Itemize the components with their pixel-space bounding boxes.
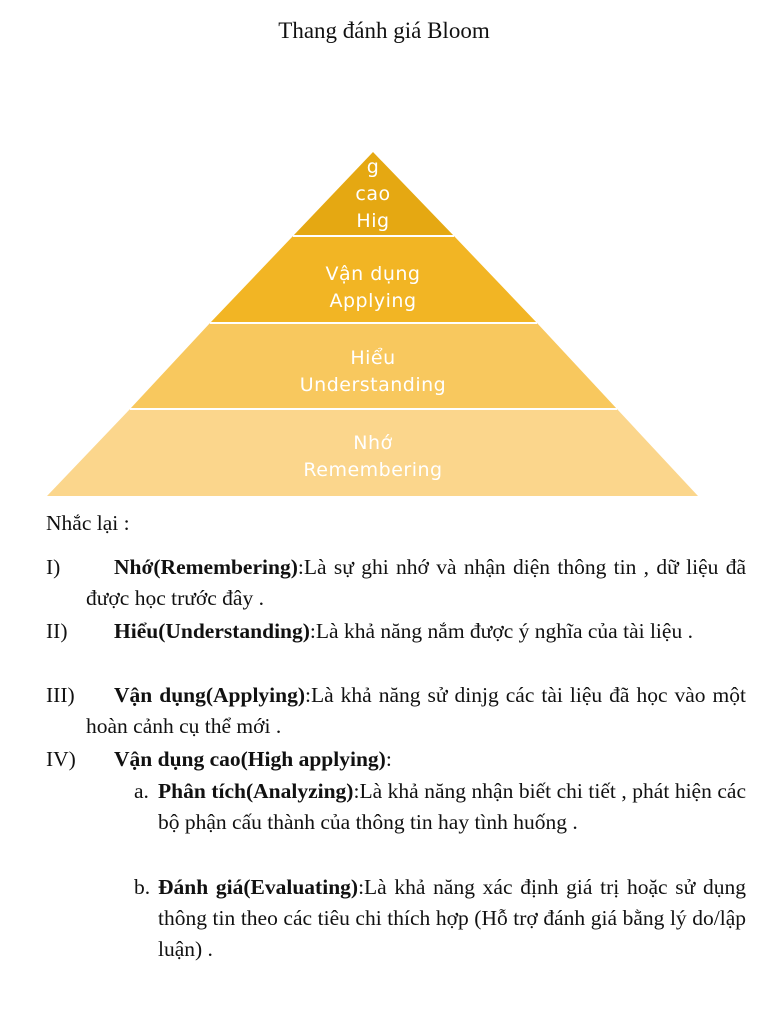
document-title: Thang đánh giá Bloom: [278, 18, 490, 43]
sub-item-text: :Là khả năng xác định giá trị hoặc sử dụng thông tin theo các tiêu chi thích hợp (Hỗ trợ đánh giá bằng lý do/lập luận) .: [158, 875, 746, 961]
item-text: :Là khả năng sử dinjg các tài liệu đã học vào một hoàn cảnh cụ thể mới .: [86, 683, 746, 738]
item-term: Vận dụng(Applying): [114, 683, 306, 707]
item-number: II): [46, 619, 68, 643]
pyramid-level-understanding-label-1: Hiểu: [350, 347, 396, 369]
sub-item-term: Phân tích(Analyzing): [158, 779, 354, 803]
sub-item-letter: b.: [134, 875, 151, 899]
sub-item-term: Đánh giá(Evaluating): [158, 875, 359, 899]
pyramid-level-applying-label-2: Applying: [329, 290, 417, 312]
sub-item-letter: a.: [134, 779, 149, 803]
item-number: III): [46, 683, 75, 707]
list-item: [46, 680, 746, 742]
item-text: :Là sự ghi nhớ và nhận diện thông tin , dữ liệu đã được học trước đây .: [86, 555, 746, 610]
list-item: [46, 552, 746, 614]
item-text: :: [385, 747, 392, 771]
pyramid-level-remembering-label-1: Nhớ: [353, 432, 393, 454]
sub-list-item: [134, 776, 746, 838]
pyramid-level-understanding-label-2: Understanding: [299, 374, 447, 396]
item-term: Nhớ(Remembering): [114, 555, 298, 579]
list-item: [46, 744, 746, 775]
pyramid-level-high-label-1: g: [366, 156, 380, 178]
pyramid-level-applying-label-1: Vận dụng: [325, 263, 421, 285]
pyramid-level-remembering-label-2: Remembering: [303, 459, 443, 481]
item-number: I): [46, 555, 61, 579]
item-number: IV): [46, 747, 76, 771]
recap-label: Nhắc lại :: [46, 511, 130, 535]
item-term: Vận dụng cao(High applying): [114, 747, 386, 771]
bloom-pyramid: [0, 0, 768, 500]
pyramid-level-high-label-3: Hig: [356, 210, 390, 232]
list-item: [46, 616, 746, 647]
sub-item-text: :Là khả năng nhận biết chi tiết , phát hiện các bộ phận cấu thành của thông tin hay tình huống .: [158, 779, 747, 834]
item-term: Hiểu(Understanding): [114, 619, 310, 643]
sub-list-item: [134, 872, 746, 965]
item-text: :Là khả năng nắm được ý nghĩa của tài liệu .: [309, 619, 693, 643]
pyramid-level-high-label-2: cao: [355, 183, 391, 205]
